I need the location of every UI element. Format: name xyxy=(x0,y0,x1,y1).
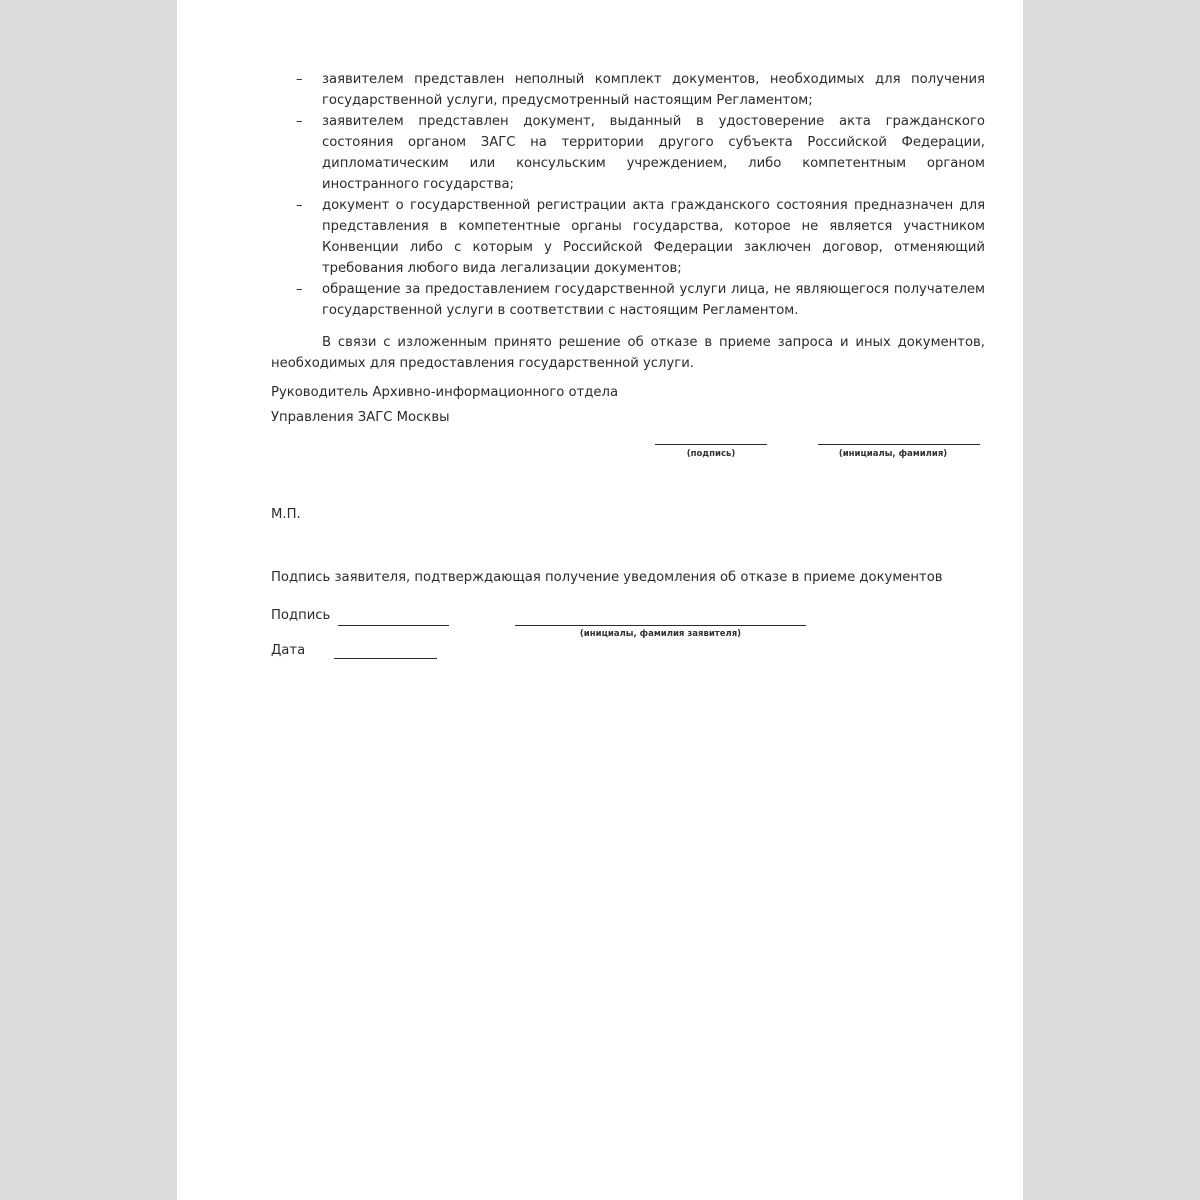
applicant-signature-label: Подпись xyxy=(271,608,331,623)
seal-label: М.П. xyxy=(271,507,301,522)
list-item xyxy=(271,69,985,111)
document-page xyxy=(177,0,1023,1200)
official-title-line1: Руководитель Архивно-информационного отдела xyxy=(271,385,619,400)
list-bullet: – xyxy=(296,282,303,297)
official-title-line2: Управления ЗАГС Москвы xyxy=(271,410,450,425)
applicant-initials-line xyxy=(515,625,806,626)
list-item xyxy=(271,195,985,279)
applicant-statement: Подпись заявителя, подтверждающая получение уведомления об отказе в приеме документов xyxy=(271,570,943,585)
refusal-reasons-list xyxy=(271,69,985,321)
list-item-text: заявителем представлен неполный комплект документов, необходимых для получения государственной услуги, предусмотренный настоящим Регламентом; xyxy=(322,72,985,108)
decision-paragraph: В связи с изложенным принято решение об отказе в приеме запроса и иных документов, необходимых для предоставления государственной услуги. xyxy=(271,335,985,371)
signature-caption: (подпись) xyxy=(686,449,736,459)
official-initials-line xyxy=(818,444,980,445)
list-bullet: – xyxy=(296,114,303,129)
applicant-initials-caption: (инициалы, фамилия заявителя) xyxy=(579,629,742,639)
applicant-signature-line xyxy=(338,625,449,626)
list-item-text: заявителем представлен документ, выданный в удостоверение акта гражданского состояния органом ЗАГС на территории другого субъекта Российской Федерации, дипломатическим или консульским учреждением, либо компетентным органом иностранного государства; xyxy=(322,114,985,192)
official-signature-line xyxy=(655,444,767,445)
list-item xyxy=(271,111,985,195)
list-bullet: – xyxy=(296,198,303,213)
list-item-text: обращение за предоставлением государственной услуги лица, не являющегося получателем государственной услуги в соответствии с настоящим Регламентом. xyxy=(322,282,985,318)
date-label: Дата xyxy=(271,643,306,658)
list-bullet: – xyxy=(296,72,303,87)
list-item xyxy=(271,279,985,321)
initials-caption: (инициалы, фамилия) xyxy=(838,449,948,459)
list-item-text: документ о государственной регистрации акта гражданского состояния предназначен для представления в компетентные органы государства, которое не является участником Конвенции либо с которым у Российской Федерации заключен договор, отменяющий требования любого вида легализации документов; xyxy=(322,198,985,276)
date-line xyxy=(334,658,437,659)
